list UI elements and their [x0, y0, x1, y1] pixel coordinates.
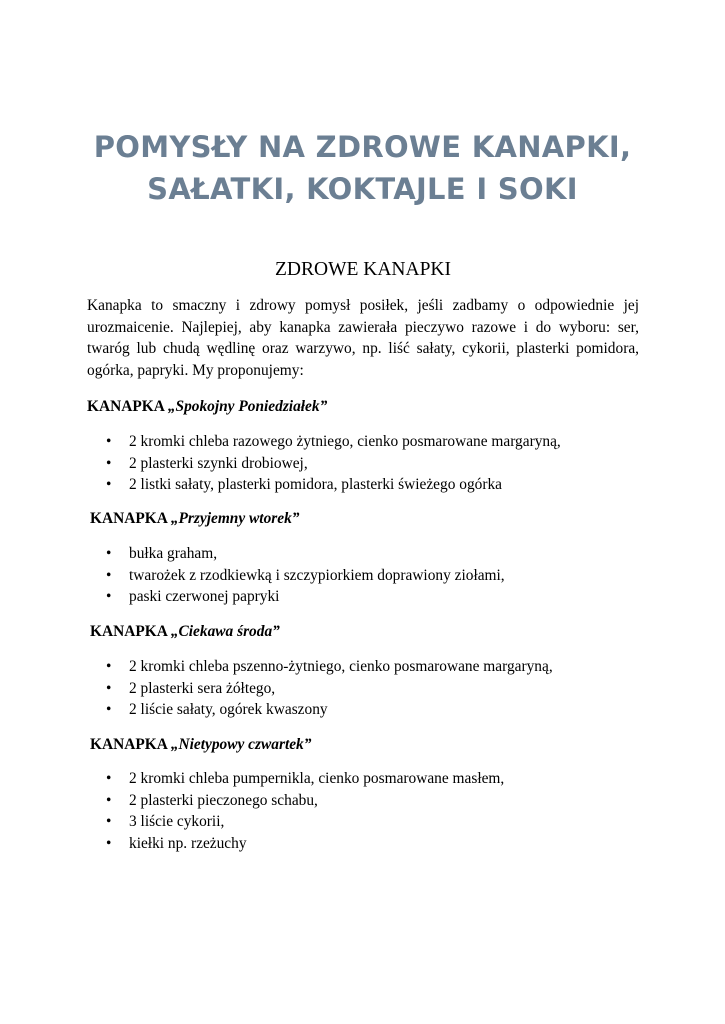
- bullet-icon: •: [106, 566, 112, 584]
- list-item: [87, 474, 561, 496]
- list-item: [87, 656, 553, 678]
- ingredient-list: [87, 431, 561, 496]
- recipe-title: [90, 622, 280, 642]
- list-item: [87, 790, 504, 812]
- document-title-line-2: SAŁATKI, KOKTAJLE I SOKI: [147, 172, 578, 206]
- list-item: [87, 565, 505, 587]
- list-item: [87, 678, 553, 700]
- list-item: [87, 833, 504, 855]
- recipe-name: „Nietypowy czwartek”: [170, 736, 312, 753]
- bullet-icon: •: [106, 545, 112, 562]
- bullet-icon: •: [106, 679, 112, 697]
- ingredient-text: 2 plasterki sera żółtego,: [129, 679, 276, 697]
- bullet-icon: •: [106, 658, 112, 675]
- section-heading: ZDROWE KANAPKI: [274, 259, 452, 280]
- ingredient-text: 2 plasterki pieczonego schabu,: [129, 791, 318, 809]
- ingredient-text: 2 kromki chleba pumpernikla, cienko posmarowane masłem,: [129, 770, 505, 787]
- list-item: [87, 811, 504, 833]
- ingredient-text: 3 liście cykorii,: [129, 813, 225, 831]
- list-item: [87, 768, 504, 790]
- list-item: [87, 431, 561, 453]
- bullet-icon: •: [106, 770, 112, 787]
- recipe-name: „Spokojny Poniedziałek”: [167, 398, 328, 415]
- intro-paragraph: Kanapka to smaczny i zdrowy pomysł posiłek, jeśli zadbamy o odpowiednie jej urozmaicenie. Najlepiej, aby kanapka zawierała pieczywo razowe i do wyboru: ser, twaróg lub chudą wędlinę oraz warzywo, np. liść sałaty, cykorii, plasterki pomidora, ogórka, papryki. My proponujemy:: [87, 297, 639, 379]
- ingredient-list: [87, 543, 505, 608]
- bullet-icon: •: [106, 813, 112, 831]
- recipe-title-prefix: KANAPKA: [90, 623, 171, 640]
- recipe-title: [90, 509, 299, 529]
- list-item: [87, 699, 553, 721]
- recipe-name: „Przyjemny wtorek”: [170, 510, 300, 527]
- list-item: [87, 453, 561, 475]
- ingredient-text: twarożek z rzodkiewką i szczypiorkiem doprawiony ziołami,: [129, 566, 505, 584]
- ingredient-list: [87, 656, 553, 721]
- bullet-icon: •: [106, 834, 112, 852]
- ingredient-text: paski czerwonej papryki: [129, 588, 280, 606]
- ingredient-text: bułka graham,: [129, 545, 218, 562]
- recipe-name: „Ciekawa środa”: [170, 623, 280, 640]
- document-title: [60, 126, 665, 210]
- list-item: [87, 586, 505, 608]
- recipe-title: [87, 397, 327, 417]
- recipe-title-prefix: KANAPKA: [90, 510, 171, 527]
- ingredient-text: kiełki np. rzeżuchy: [129, 834, 247, 852]
- bullet-icon: •: [106, 476, 112, 494]
- ingredient-text: 2 kromki chleba pszenno-żytniego, cienko posmarowane margaryną,: [129, 658, 553, 675]
- bullet-icon: •: [106, 454, 112, 472]
- ingredient-text: 2 plasterki szynki drobiowej,: [129, 454, 308, 472]
- bullet-icon: •: [106, 588, 112, 606]
- ingredient-list: [87, 768, 504, 854]
- ingredient-text: 2 listki sałaty, plasterki pomidora, plasterki świeżego ogórka: [129, 476, 502, 494]
- recipe-title: [90, 735, 311, 755]
- document-title-line-1: POMYSŁY NA ZDROWE KANAPKI,: [93, 130, 632, 164]
- recipe-title-prefix: KANAPKA: [87, 398, 168, 415]
- bullet-icon: •: [106, 791, 112, 809]
- ingredient-text: 2 liście sałaty, ogórek kwaszony: [129, 701, 328, 719]
- bullet-icon: •: [106, 701, 112, 719]
- ingredient-text: 2 kromki chleba razowego żytniego, cienko posmarowane margaryną,: [129, 433, 561, 450]
- recipe-title-prefix: KANAPKA: [90, 736, 171, 753]
- list-item: [87, 543, 505, 565]
- bullet-icon: •: [106, 433, 112, 450]
